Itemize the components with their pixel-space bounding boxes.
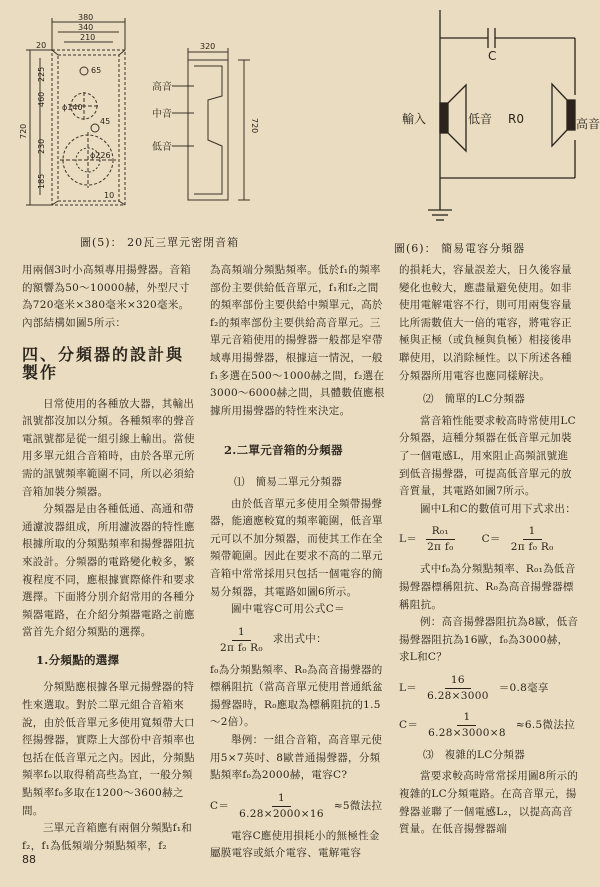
paragraph: 電容C應使用損耗小的無極性金屬膜電容或紙介電容、電解電容	[210, 829, 380, 860]
formula-lhs: L＝	[399, 533, 418, 546]
column-1	[22, 262, 197, 855]
dim-380: 380	[78, 13, 94, 22]
dim-340: 340	[78, 23, 94, 32]
dim-210: 210	[80, 33, 96, 42]
label-tweeter: 高音	[152, 82, 172, 93]
label-input: 輸入	[402, 112, 427, 126]
dim-320: 320	[200, 42, 216, 51]
formula-lhs: C＝	[481, 533, 501, 546]
dim-20: 20	[36, 41, 47, 50]
formula-tail: 求出式中：	[272, 633, 327, 646]
formula-numerator: 1	[457, 710, 476, 726]
formula-denominator: 2π f₀ R₀	[510, 541, 554, 554]
dim-45: 45	[100, 117, 111, 126]
dim-230: 230	[37, 138, 46, 154]
formula-tail: ≈6.5微法拉	[515, 718, 575, 731]
formula-numerator: 1	[232, 625, 251, 641]
paragraph: 為高頻端分頻點頻率。低於f₁的頻率部份主要供給低音單元，f₁和f₂之間的頻率部份主要供給中頻單元，高於f₂的頻率部份主要供給高音單元。三單元音箱使用的揚聲器一般都是窄帶域專用揚聲器，根據這一情況，一般f₁多選在500～1000赫之間，f₂選在3000～6000赫之間，具體數值應根據所用揚聲器的特性來決定。	[210, 264, 385, 417]
label-mid: 中音	[152, 109, 172, 120]
paragraph: 當音箱性能要求較高時常使用LC分頻器，這種分頻器在低音單元加裝了一個電感L，用來阻止高頻訊號進到低音揚聲器，可提高低音單元的放音質量，其電路如圖7所示。	[399, 414, 577, 498]
dim-65: 65	[91, 66, 102, 75]
subheading-crossover-point: 1.分頻點的選擇	[36, 652, 120, 667]
column-2	[210, 262, 386, 863]
paragraph: 舉例：一組合音箱，高音單元使用5×7英吋、8歐普通揚聲器，分頻點頻率f₀為2000赫，電容C?	[210, 734, 383, 782]
paragraph: 分頻器是由各種低通、高通和帶通濾波器組成，所用濾波器的特性應根據所取的分頻點頻率和揚聲器阻抗來設計。分頻器的電路變化較多，繁複程度不同，應根據實際條件和要求選擇。下面將分別介紹常用的各種分頻器電路，在介紹分頻器電路之前應當首先介紹分頻點的選擇。	[22, 503, 195, 639]
subsection-complex: ⑶ 複雜的LC分頻器	[423, 748, 526, 761]
formula-c	[210, 625, 386, 656]
dim-185: 185	[37, 173, 46, 189]
paragraph: 由於低音單元多使用全頻帶揚聲器，能適應較寬的頻率範圍，低音單元可以不加分頻器，而使其工作在全頻帶範圍。因此在要求不高的二單元音箱中常常採用只包括一個電容的簡易分頻器，其電路如圖6所示。	[210, 497, 383, 598]
figure-6-caption: 圖(6)： 簡易電容分頻器	[394, 242, 526, 255]
formula-denominator: 6.28×2000×16	[239, 807, 324, 820]
paragraph: 例：高音揚聲器阻抗為8歐，低音揚聲器阻抗為16歐，f₀為3000赫，求L和C？	[399, 616, 579, 664]
paragraph: 日常使用的各種放大器，其輸出訊號都沒加以分頻。各種頻率的聲音電訊號都是從一組引線上輸出。當使用多單元組合音箱時，由於各單元所需的訊號頻率範圍不同，所以必須給音箱加裝分頻器。	[22, 397, 195, 498]
dim-10: 10	[104, 191, 115, 200]
formula-example-c2	[399, 710, 579, 741]
paragraph: 圖中電容C可用公式C＝	[231, 603, 345, 616]
paragraph: f₀為分頻點頻率、R₀為高音揚聲器的標稱阻抗（當高音單元使用普通紙盆揚聲器時，R₀應取為標稱阻抗的1.5～2倍）。	[210, 663, 383, 729]
formula-denominator: 6.28×3000×8	[428, 726, 506, 739]
subheading-two-way: 2.二單元音箱的分頻器	[224, 443, 343, 458]
label-woofer-circuit: 低音	[468, 112, 493, 126]
dim-720-side: 720	[250, 118, 259, 134]
label-tweeter-circuit: 高音	[576, 117, 600, 131]
formula-lhs: C＝	[399, 718, 419, 731]
formula-denominator: 6.28×3000	[427, 689, 489, 702]
formula-numerator: R₀₁	[426, 524, 455, 540]
formula-denominator: 2π f₀ R₀	[220, 641, 263, 654]
formula-example-l	[399, 673, 579, 704]
formula-l-and-c	[399, 524, 579, 555]
figure-5-caption: 圖(5)： 20瓦三單元密閉音箱	[80, 236, 240, 249]
formula-tail: ≈5微法拉	[333, 799, 383, 812]
formula-lhs: L＝	[399, 681, 418, 694]
dim-225: 225	[37, 66, 46, 82]
section-heading: 四、分頻器的設計與製作	[22, 345, 185, 382]
paragraph: 當要求較高時常常採用圖8所示的複雜的LC分頻電路。在高音單元，揚聲器並聯了一個電感L₂，以提高高音質量。在低音揚聲器端	[399, 770, 579, 836]
formula-example-c	[210, 791, 386, 822]
paragraph: 分頻點應根據各單元揚聲器的特性來選取。對於二單元組合音箱來說，由於低音單元多使用寬頻帶大口徑揚聲器，實際上大部份中音頻率也包括在低音單元之內。因此，分頻點頻率f₀以取得稍高些為宜，一般分頻點頻率f₀多取在1200～3600赫之間。	[22, 681, 195, 817]
paragraph: 的損耗大，容量誤差大，日久後容量變化也較大，應盡量避免使用。如非使用電解電容不行，則可用兩隻容量比所需數值大一倍的電容，將電容正極與正極（或負極與負極）相接後串聯使用，以消除極性。以下所述各種分頻器所用電容也應同樣解決。	[399, 264, 572, 382]
label-r0: R0	[508, 112, 524, 126]
formula-lhs: C＝	[210, 799, 230, 812]
label-woofer: 低音	[152, 142, 172, 153]
formula-numerator: 1	[272, 791, 291, 807]
page-number: 88	[22, 853, 36, 866]
subsection-simple: ⑴ 簡易二單元分頻器	[234, 475, 342, 488]
paragraph: 式中f₀為分頻點頻率、R₀₁為低音揚聲器標稱阻抗、R₀為高音揚聲器標稱阻抗。	[399, 563, 576, 611]
dim-phi226: ϕ226	[90, 151, 111, 160]
paragraph: 圖中L和C的數值可用下式求出：	[420, 502, 577, 515]
formula-tail: ＝0.8毫享	[498, 681, 549, 694]
paragraph-intro: 用兩個3吋小高頻專用揚聲器。音箱的額響為50～10000赫，外型尺寸為720毫米×380毫米×320毫米。內部結構如圖5所示：	[22, 264, 191, 329]
formula-numerator: 1	[523, 524, 542, 540]
dim-phi140: ϕ140	[62, 103, 83, 112]
label-capacitor: C	[488, 49, 497, 63]
formula-numerator: 16	[445, 673, 471, 689]
paragraph: 三單元音箱應有兩個分頻點f₁和f₂，f₁為低頻端分頻點頻率，f₂	[22, 822, 193, 852]
subsection-lc: ⑵ 簡單的LC分頻器	[423, 393, 526, 406]
dim-720: 720	[19, 123, 28, 139]
figure-6-circuit	[360, 0, 600, 240]
dim-460: 460	[37, 91, 46, 107]
column-3	[399, 262, 579, 839]
formula-denominator: 2π f₀	[427, 541, 454, 554]
